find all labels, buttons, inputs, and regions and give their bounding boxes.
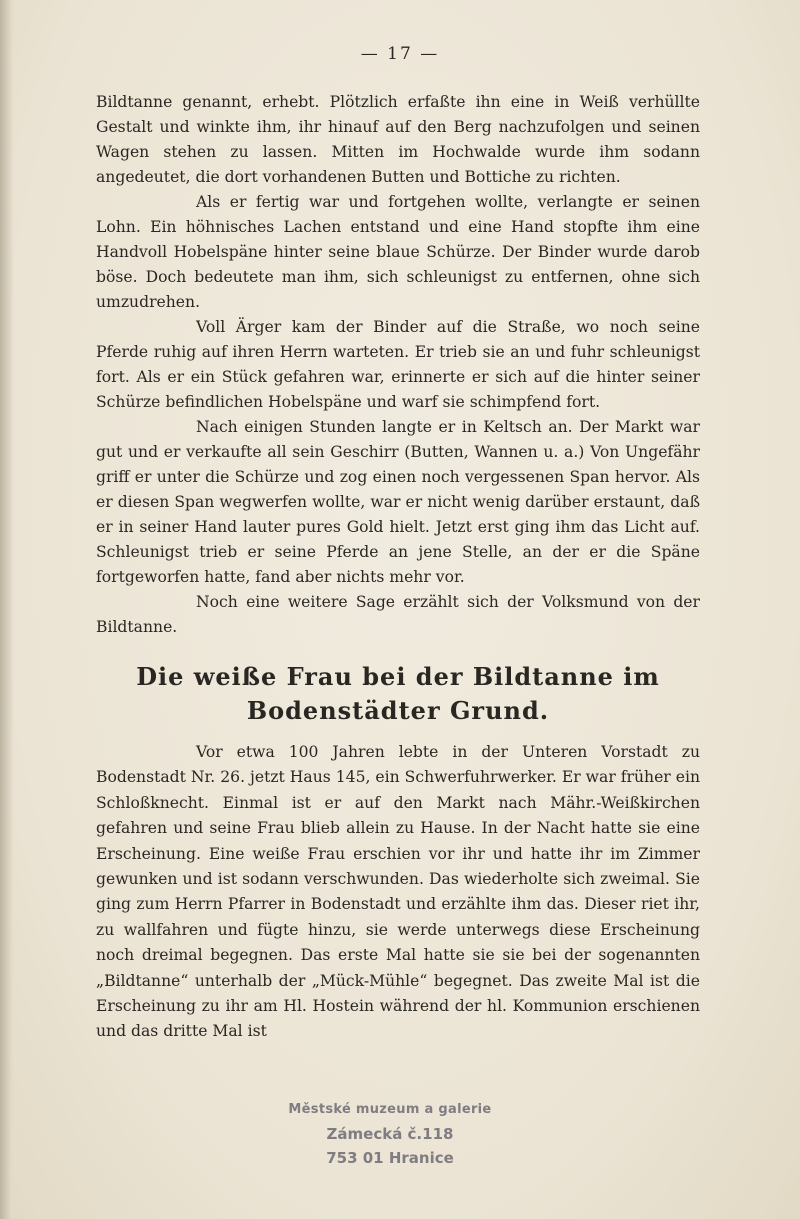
paragraph: Nach einigen Stunden langte er in Keltsch an. Der Markt war gut und er verkaufte all sein Geschirr (Butten, Wannen u. a.) Von Ungefähr griff er unter die Schürze und zog einen noch vergessenen Span hervor. Als er diesen Span wegwerfen wollte, war er nicht wenig darüber erstaunt, daß er in seiner Hand lauter pures Gold hielt. Jetzt erst ging ihm das Licht auf. Schleunigst trieb er seine Pferde an jene Stelle, an der er die Späne fortgeworfen hatte, fand aber nichts mehr vor.: [96, 418, 700, 586]
museum-stamp: [270, 1098, 510, 1170]
stamp-line-city: 753 01 Hranice: [326, 1149, 454, 1167]
paragraph: Vor etwa 100 Jahren lebte in der Unteren Vorstadt zu Bodenstadt Nr. 26. jetzt Haus 145, ein Schwerfuhrwerker. Er war früher ein Schloßknecht. Einmal ist er auf den Markt nach Mähr.-Weißkirchen gefahren und seine Frau blieb allein zu Hause. In der Nacht hatte sie eine Erscheinung. Eine weiße Frau erschien vor ihr und hatte ihr im Zimmer gewunken und ist sodann verschwunden. Das wiederholte sich zweimal. Sie ging zum Herrn Pfarrer in Bodenstadt und erzählte ihm das. Dieser riet ihr, zu wallfahren und fügte hinzu, sie werde unterwegs diese Erscheinung noch dreimal begegnen. Das erste Mal hatte sie sie bei der sogenannten „Bildtanne“ unterhalb der „Mück-Mühle“ begegnet. Das zweite Mal ist die Erscheinung zu ihr am Hl. Hostein während der hl. Kommunion erschienen und das dritte Mal ist: [96, 743, 700, 1041]
stamp-line-institution: Městské muzeum a galerie: [288, 1102, 492, 1117]
section-heading: Die weiße Frau bei der Bildtanne im Bodenstädter Grund.: [136, 662, 660, 725]
page-number: — 17 —: [360, 44, 440, 64]
paragraph: Voll Ärger kam der Binder auf die Straße, wo noch seine Pferde ruhig auf ihren Herrn warteten. Er trieb sie an und fuhr schleunigst fort. Als er ein Stück gefahren war, erinnerte er sich auf die hinter seiner Schürze befindlichen Hobelspäne und warf sie schimpfend fort.: [96, 318, 700, 411]
body-text-bottom: [96, 740, 700, 1045]
body-text-top: [96, 90, 700, 640]
paragraph: Als er fertig war und fortgehen wollte, verlangte er seinen Lohn. Ein höhnisches Lachen entstand und eine Hand stopfte ihm eine Handvoll Hobelspäne hinter seine blaue Schürze. Der Binder wurde darob böse. Doch bedeutete man ihm, sich schleunigst zu entfernen, ohne sich umzudrehen.: [96, 193, 700, 311]
paragraph: Bildtanne genannt, erhebt. Plötzlich erfaßte ihn eine in Weiß verhüllte Gestalt und winkte ihm, ihr hinauf auf den Berg nachzufolgen und seinen Wagen stehen zu lassen. Mitten im Hochwalde wurde ihm sodann angedeutet, die dort vorhandenen Butten und Bottiche zu richten.: [96, 93, 700, 186]
binding-edge: [0, 0, 14, 1219]
stamp-line-street: Zámecká č.118: [326, 1125, 454, 1143]
paragraph: Noch eine weitere Sage erzählt sich der Volksmund von der Bildtanne.: [96, 593, 700, 636]
